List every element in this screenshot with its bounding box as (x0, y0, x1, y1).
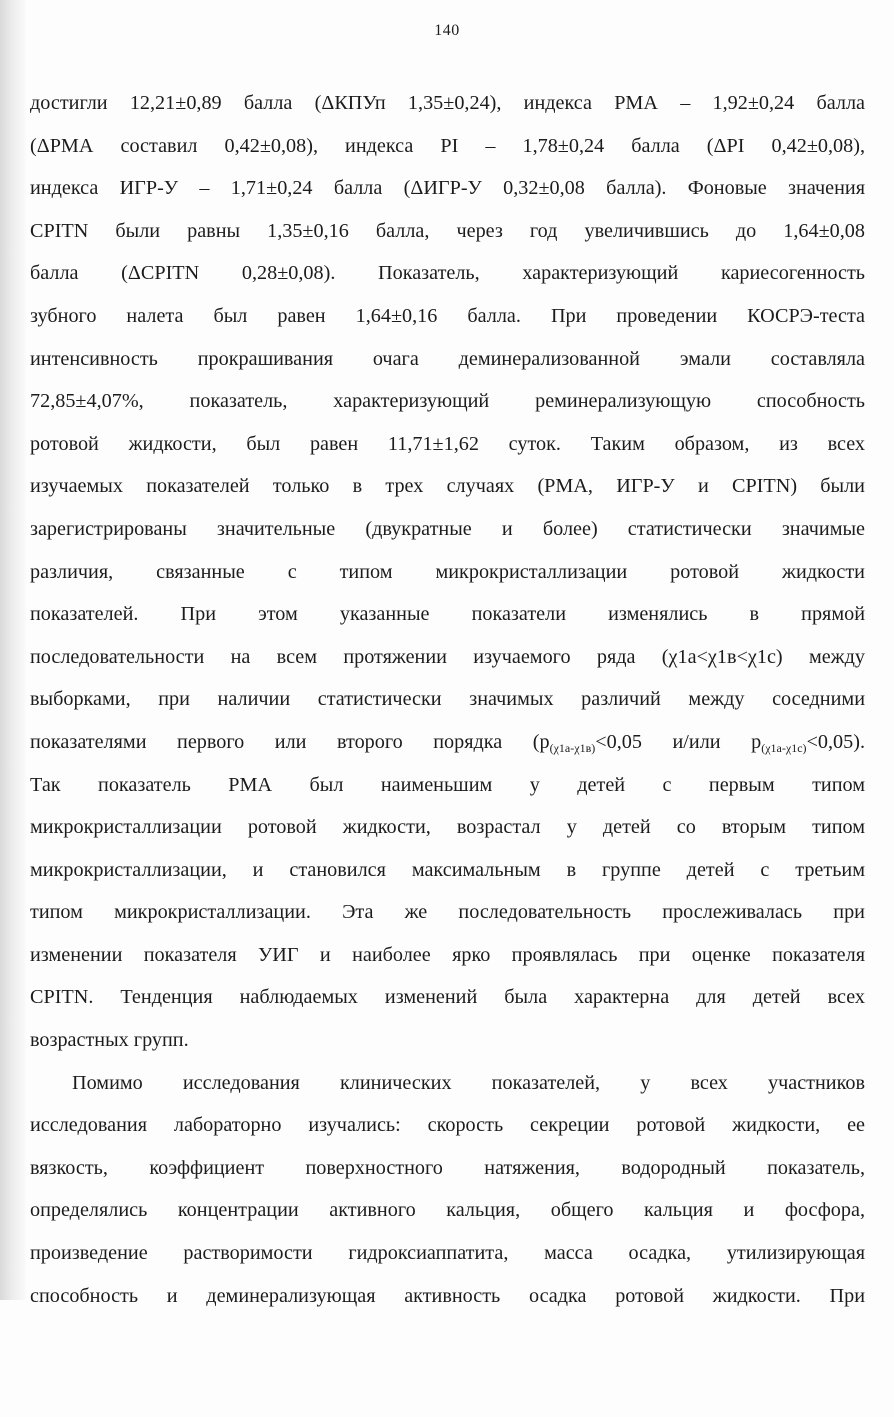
text-line: зубного налета был равен 1,64±0,16 балла. При проведении КОСРЭ-теста (30, 304, 865, 327)
text-line: последовательности на всем протяжении изучаемого ряда (χ1а<χ1в<χ1с) между (30, 645, 865, 668)
text-line: типом микрокристаллизации. Эта же последовательность прослеживалась при (30, 901, 865, 924)
text-line: микрокристаллизации ротовой жидкости, возрастал у детей со вторым типом (30, 816, 865, 839)
text-line: изменении показателя УИГ и наиболее ярко проявлялась при оценке показателя (30, 943, 865, 966)
text-line: изучаемых показателей только в трех случаях (РМА, ИГР-У и CPITN) были (30, 475, 865, 498)
subscript: (χ1а-χ1с) (761, 740, 807, 755)
text-line: индекса ИГР-У – 1,71±0,24 балла (ΔИГР-У 0,32±0,08 балла). Фоновые значения (30, 177, 865, 200)
text-line: способность и деминерализующая активность осадка ротовой жидкости. При (30, 1284, 865, 1307)
text-line: микрокристаллизации, и становился максимальным в группе детей с третьим (30, 858, 865, 881)
text-line: (ΔРМА составил 0,42±0,08), индекса PI – 1,78±0,24 балла (ΔPI 0,42±0,08), (30, 134, 865, 157)
text-line: различия, связанные с типом микрокристаллизации ротовой жидкости (30, 560, 865, 583)
text-line: исследования лабораторно изучались: скорость секреции ротовой жидкости, ее (30, 1114, 865, 1137)
line-segment: <0,05 и/или p (595, 730, 762, 753)
page-number: 140 (434, 22, 460, 39)
text-line: произведение растворимости гидроксиаппатита, масса осадка, утилизирующая (30, 1242, 865, 1265)
text-line: 72,85±4,07%, показатель, характеризующий реминерализующую способность (30, 390, 865, 413)
text-line: вязкость, коэффициент поверхностного натяжения, водородный показатель, (30, 1156, 865, 1179)
text-line: возрастных групп. (30, 1029, 189, 1052)
text-line: Помимо исследования клинических показателей, у всех участников (72, 1071, 865, 1094)
binding-shadow (0, 0, 26, 1300)
text-line: интенсивность прокрашивания очага деминерализованной эмали составляла (30, 347, 865, 370)
text-line: CPITN. Тенденция наблюдаемых изменений была характерна для детей всех (30, 986, 865, 1009)
text-line: определялись концентрации активного кальция, общего кальция и фосфора, (30, 1199, 865, 1222)
text-line: достигли 12,21±0,89 балла (ΔКПУп 1,35±0,24), индекса РМА – 1,92±0,24 балла (30, 92, 865, 114)
text-line: показателей. При этом указанные показатели изменялись в прямой (30, 603, 865, 626)
line-segment: <0,05). (806, 730, 865, 753)
text-line: CPITN были равны 1,35±0,16 балла, через год увеличившись до 1,64±0,08 (30, 219, 865, 242)
text-line: балла (ΔCPITN 0,28±0,08). Показатель, характеризующий кариесогенность (30, 262, 865, 285)
text-line: выборками, при наличии статистически значимых различий между соседними (30, 688, 865, 711)
text-line-with-subscripts (30, 721, 865, 764)
text-line: ротовой жидкости, был равен 11,71±1,62 суток. Таким образом, из всех (30, 432, 865, 455)
subscript: (χ1а-χ1в) (549, 740, 596, 755)
line-segment: показателями первого или второго порядка (p (30, 730, 550, 753)
text-line: Так показатель РМА был наименьшим у детей с первым типом (30, 773, 865, 796)
text-line: зарегистрированы значительные (двукратные и более) статистически значимые (30, 517, 865, 540)
body-text (30, 82, 865, 1317)
